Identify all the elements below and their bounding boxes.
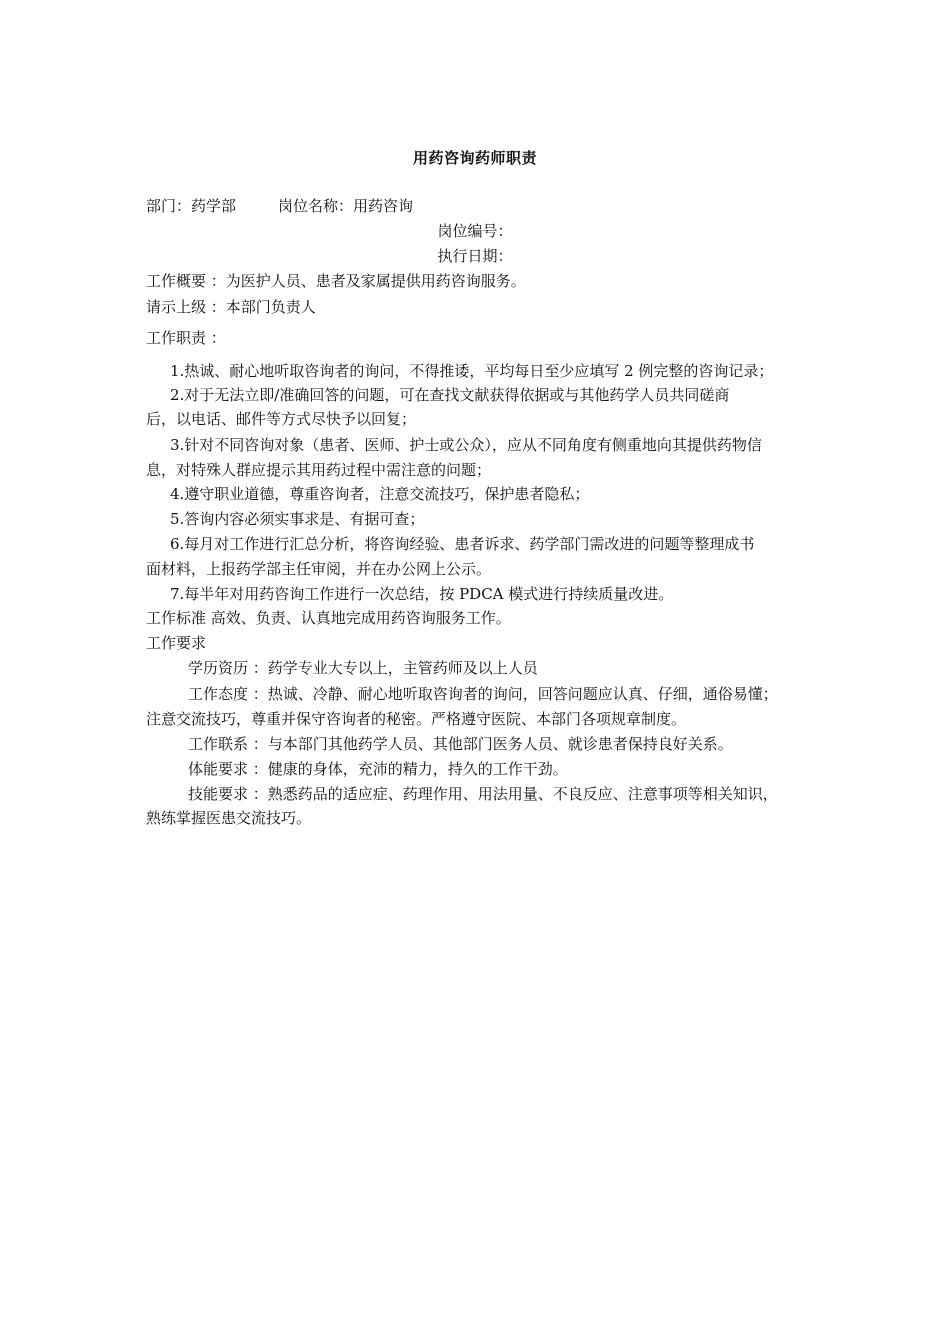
department-field: 部门：药学部 bbox=[146, 197, 237, 215]
duties-heading: 工作职责 ： bbox=[146, 329, 226, 347]
work-standard: 工作标准 高效、负责、认真地完成用药咨询服务工作。 bbox=[146, 609, 511, 627]
duty-item-3: 3.针对不同咨询对象（患者、医师、护士或公众），应从不同角度有侧重地向其提供药物信 bbox=[170, 436, 762, 454]
requirement-skills-cont: 熟练掌握医患交流技巧。 bbox=[146, 809, 312, 827]
duty-item-7: 7.每半年对用药咨询工作进行一次总结，按 PDCA 模式进行持续质量改进。 bbox=[170, 585, 674, 603]
requirement-skills: 技能要求 ：熟悉药品的适应症、药理作用、用法用量、不良反应、注意事项等相关知识， bbox=[188, 785, 778, 803]
superior-field: 请示上级 ：本部门负责人 bbox=[146, 298, 316, 316]
position-number-field: 岗位编号： bbox=[437, 222, 513, 240]
document-title: 用药咨询药师职责 bbox=[412, 149, 537, 167]
requirement-contacts: 工作联系 ：与本部门其他药学人员、其他部门医务人员、就诊患者保持良好关系。 bbox=[188, 735, 733, 753]
requirement-attitude: 工作态度 ：热诚、冷静、耐心地听取咨询者的询问，回答问题应认真、仔细，通俗易懂； bbox=[188, 685, 778, 703]
duty-item-4: 4.遵守职业道德，尊重咨询者，注意交流技巧，保护患者隐私； bbox=[170, 485, 590, 503]
requirement-education: 学历资历 ：药学专业大专以上，主管药师及以上人员 bbox=[188, 659, 538, 677]
duty-item-6-cont: 面材料，上报药学部主任审阅，并在办公网上公示。 bbox=[146, 560, 492, 578]
duty-item-3-cont: 息，对特殊人群应提示其用药过程中需注意的问题； bbox=[146, 461, 492, 479]
duty-item-5: 5.答询内容必须实事求是、有据可查； bbox=[170, 510, 425, 528]
duty-item-2-cont: 后，以电话、邮件等方式尽快予以回复； bbox=[146, 410, 417, 428]
duty-item-1: 1.热诚、耐心地听取咨询者的询问，不得推诿，平均每日至少应填写 2 例完整的咨询记录； bbox=[170, 362, 774, 380]
duty-item-2: 2.对于无法立即/准确回答的问题，可在查找文献获得依据或与其他药学人员共同磋商 bbox=[170, 386, 730, 404]
requirement-physical: 体能要求 ：健康的身体，充沛的精力，持久的工作干劲。 bbox=[188, 760, 568, 778]
effective-date-field: 执行日期： bbox=[437, 247, 513, 265]
header-row bbox=[146, 195, 413, 217]
requirement-attitude-cont: 注意交流技巧，尊重并保守咨询者的秘密。严格遵守医院、本部门各项规章制度。 bbox=[146, 710, 687, 728]
requirements-heading: 工作要求 bbox=[146, 634, 207, 652]
duty-item-6: 6.每月对工作进行汇总分析，将咨询经验、患者诉求、药学部门需改进的问题等整理成书 bbox=[170, 535, 755, 553]
work-overview: 工作概要 ：为医护人员、患者及家属提供用药咨询服务。 bbox=[146, 272, 526, 290]
position-name-field: 岗位名称：用药咨询 bbox=[278, 197, 414, 215]
